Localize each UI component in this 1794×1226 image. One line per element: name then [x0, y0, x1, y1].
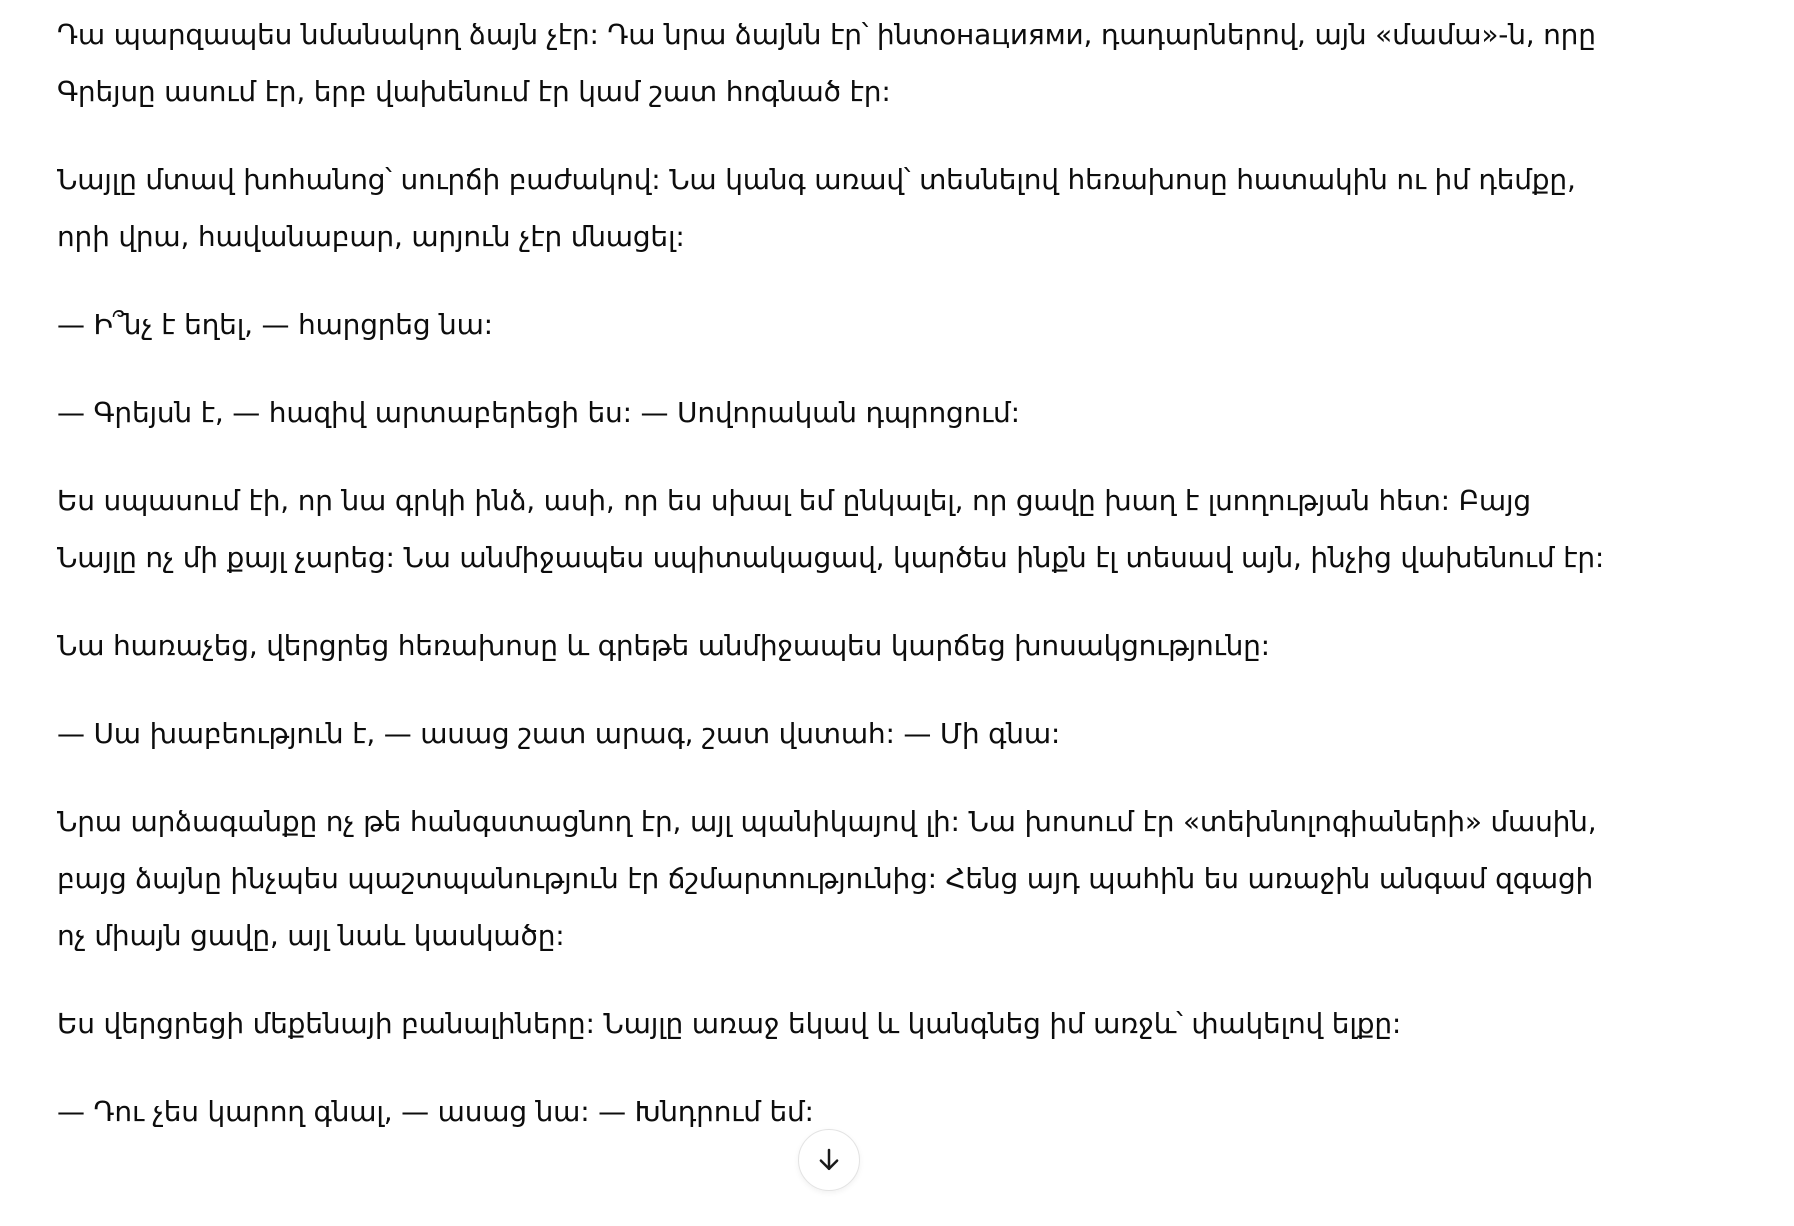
- message-paragraph: — Գրեյսն է, — հազիվ արտաբերեցի ես: — Սովորական դպրոցում:: [57, 396, 1020, 429]
- message-paragraph: Նա հառաչեց, վերցրեց հեռախոսը և գրեթե անմիջապես կարճեց խոսակցությունը:: [57, 629, 1270, 662]
- assistant-message: [57, 6, 1617, 1171]
- scroll-to-bottom-button[interactable]: [798, 1129, 860, 1191]
- message-paragraph: Ես սպասում էի, որ նա գրկի ինձ, ասի, որ ես սխալ եմ ընկալել, որ ցավը խաղ է լսողության հետ: Բայց Նայլը ոչ մի քայլ չարեց: Նա անմիջապես սպիտակացավ, կարծես ինքն էլ տեսավ այն, ինչից վախենում էր:: [57, 484, 1605, 574]
- message-paragraph: Նրա արձագանքը ոչ թե հանգստացնող էր, այլ պանիկայով լի: Նա խոսում էր «տեխնոլոգիաների» մասին, բայց ձայնը ինչպես պաշտպանություն էր ճշմարտությունից: Հենց այդ պահին ես առաջին անգամ զգացի ոչ միայն ցավը, այլ նաև կասկածը:: [57, 805, 1597, 952]
- message-paragraph: Դա պարզապես նմանակող ձայն չէր: Դա նրա ձայնն էր՝ ինտонациями, դադարներով, այն «մամա»-ն, որը Գրեյսը ասում էր, երբ վախենում էր կամ շատ հոգնած էր:: [57, 18, 1596, 108]
- arrow-down-icon: [814, 1145, 844, 1175]
- message-paragraph: — Դու չես կարող գնալ, — ասաց նա: — Խնդրում եմ:: [57, 1095, 814, 1128]
- message-paragraph: — Սա խաբեություն է, — ասաց շատ արագ, շատ վստահ: — Մի գնա:: [57, 717, 1061, 750]
- message-paragraph: Ես վերցրեցի մեքենայի բանալիները: Նայլը առաջ եկավ և կանգնեց իմ առջև՝ փակելով ելքը:: [57, 1007, 1402, 1040]
- message-paragraph: Նայլը մտավ խոհանոց՝ սուրճի բաժակով: Նա կանգ առավ՝ տեսնելով հեռախոսը հատակին ու իմ դեմքը, որի վրա, հավանաբար, արյուն չէր մնացել:: [57, 163, 1576, 253]
- message-paragraph: — Ի՞նչ է եղել, — հարցրեց նա:: [57, 308, 493, 341]
